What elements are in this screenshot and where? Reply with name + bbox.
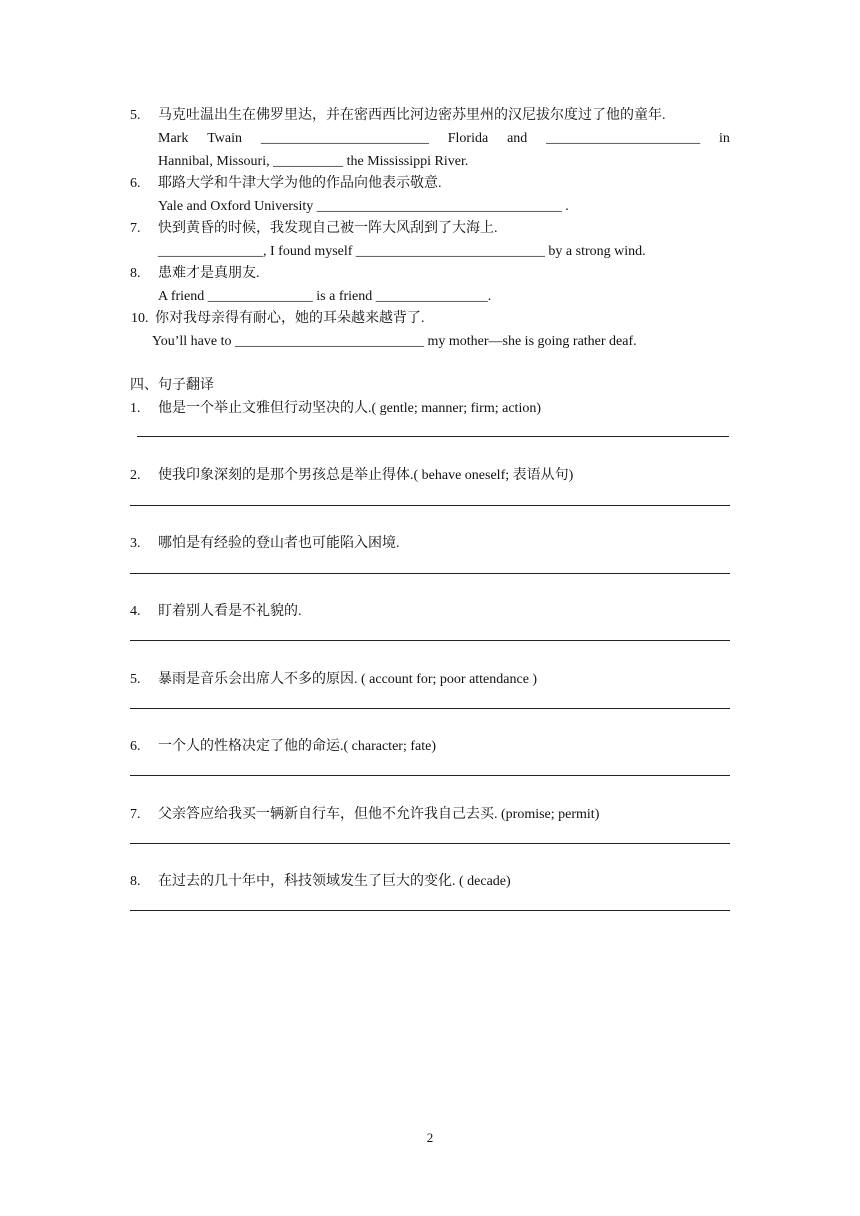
item-number: 8. bbox=[130, 874, 141, 889]
english-blank-line: A friend _______________ is a friend ________________. bbox=[158, 289, 492, 304]
answer-line[interactable] bbox=[130, 505, 730, 506]
blank: ________________________ bbox=[260, 131, 429, 146]
word: in bbox=[719, 131, 730, 146]
chinese-sentence: 马克吐温出生在佛罗里达，并在密西西比河边密苏里州的汉尼拔尔度过了他的童年. bbox=[158, 108, 666, 123]
translation-prompt: 哪怕是有经验的登山者也可能陷入困境. bbox=[158, 536, 400, 551]
blank: ______________________ bbox=[546, 131, 701, 146]
item-number: 1. bbox=[130, 401, 141, 416]
english-blank-line: Hannibal, Missouri, __________ the Mississippi River. bbox=[158, 154, 469, 169]
english-blank-line: Yale and Oxford University ___________________________________ . bbox=[158, 199, 569, 214]
word: Mark bbox=[158, 131, 189, 146]
item-number: 2. bbox=[130, 468, 141, 483]
english-blank-line: You’ll have to ___________________________ my mother—she is going rather deaf. bbox=[152, 334, 637, 349]
item-number: 10. bbox=[131, 311, 149, 326]
answer-line[interactable] bbox=[130, 573, 730, 574]
section-title: 四、句子翻译 bbox=[130, 378, 214, 393]
item-number: 4. bbox=[130, 604, 141, 619]
answer-line[interactable] bbox=[130, 843, 730, 844]
item-number: 6. bbox=[130, 176, 141, 191]
translation-prompt: 在过去的几十年中，科技领域发生了巨大的变化. ( decade) bbox=[158, 874, 511, 889]
answer-line[interactable] bbox=[130, 775, 730, 776]
item-number: 3. bbox=[130, 536, 141, 551]
translation-prompt: 他是一个举止文雅但行动坚决的人.( gentle; manner; firm; action) bbox=[158, 401, 541, 416]
chinese-sentence: 快到黄昏的时候，我发现自己被一阵大风刮到了大海上. bbox=[158, 221, 498, 236]
english-blank-line: _______________, I found myself ___________________________ by a strong wind. bbox=[158, 244, 646, 259]
item-number: 7. bbox=[130, 807, 141, 822]
translation-prompt: 父亲答应给我买一辆新自行车，但他不允许我自己去买. (promise; permit) bbox=[158, 807, 600, 822]
translation-prompt: 暴雨是音乐会出席人不多的原因. ( account for; poor attendance ) bbox=[158, 672, 538, 687]
item-number: 6. bbox=[130, 739, 141, 754]
chinese-sentence: 患难才是真朋友. bbox=[158, 266, 260, 281]
answer-line[interactable] bbox=[130, 640, 730, 641]
item-number: 5. bbox=[130, 672, 141, 687]
answer-line[interactable] bbox=[137, 436, 729, 437]
chinese-sentence: 耶路大学和牛津大学为他的作品向他表示敬意. bbox=[158, 176, 442, 191]
item-number: 8. bbox=[130, 266, 141, 281]
translation-prompt: 一个人的性格决定了他的命运.( character; fate) bbox=[158, 739, 436, 754]
chinese-sentence: 你对我母亲得有耐心，她的耳朵越来越背了. bbox=[155, 311, 425, 326]
translation-prompt: 盯着别人看是不礼貌的. bbox=[158, 604, 302, 619]
item-number: 7. bbox=[130, 221, 141, 236]
word: Twain bbox=[207, 131, 242, 146]
word: Florida bbox=[447, 131, 489, 146]
page-number: 2 bbox=[426, 1130, 434, 1145]
item-number: 5. bbox=[130, 108, 141, 123]
answer-line[interactable] bbox=[130, 910, 730, 911]
translation-prompt: 使我印象深刻的是那个男孩总是举止得体.( behave oneself; 表语从句) bbox=[158, 468, 574, 483]
word: and bbox=[507, 131, 528, 146]
answer-line[interactable] bbox=[130, 708, 730, 709]
english-blank-line bbox=[158, 130, 730, 148]
